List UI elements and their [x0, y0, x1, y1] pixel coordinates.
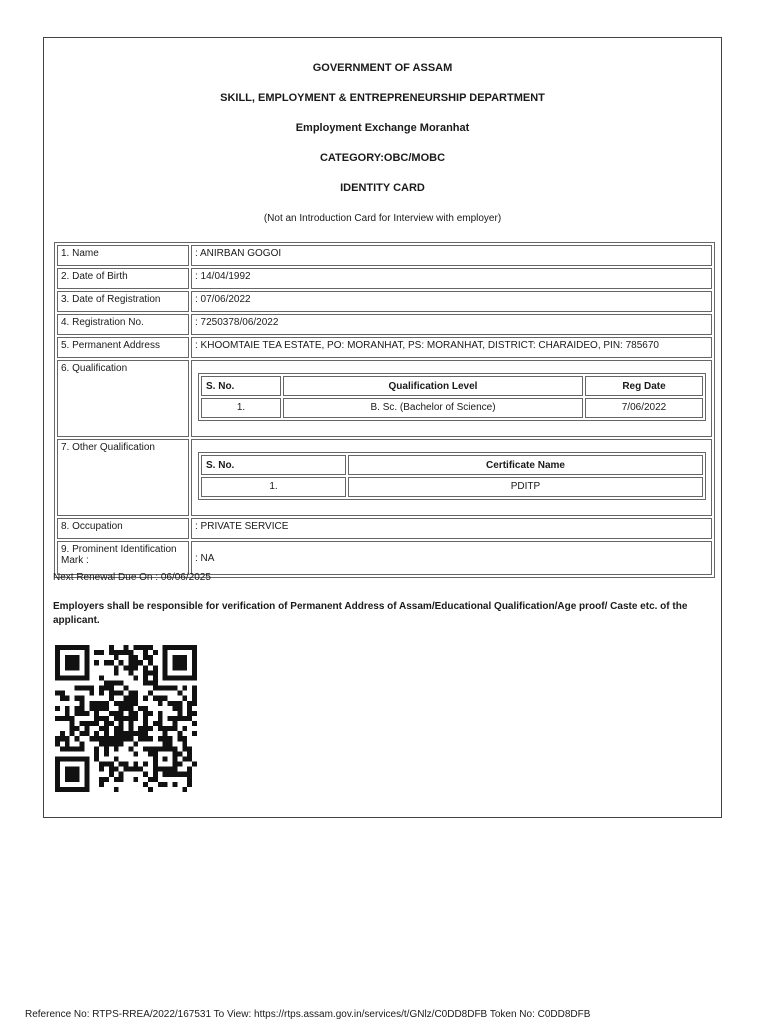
row-other-qualification	[57, 439, 712, 516]
dob-value: : 14/04/1992	[191, 268, 712, 289]
registration-no-value: : 7250378/06/2022	[191, 314, 712, 335]
qualification-cell	[191, 360, 712, 437]
header-note: (Not an Introduction Card for Interview with employer)	[263, 213, 502, 224]
qualification-cell-sno: 1.	[201, 398, 281, 418]
other-qualification-cell-sno: 1.	[201, 477, 346, 497]
qualification-cell-date: 7/06/2022	[585, 398, 703, 418]
qualification-header-date: Reg Date	[585, 376, 703, 396]
other-qualification-header-name: Certificate Name	[348, 455, 703, 475]
name-value: : ANIRBAN GOGOI	[191, 245, 712, 266]
other-qualification-cell-name: PDITP	[348, 477, 703, 497]
registration-no-label: 4. Registration No.	[57, 314, 189, 335]
row-identification-mark	[57, 541, 712, 575]
row-dob	[57, 268, 712, 289]
other-qualification-header-row	[201, 455, 703, 475]
qualification-table	[198, 373, 706, 421]
row-name	[57, 245, 712, 266]
qualification-cell-level: B. Sc. (Bachelor of Science)	[283, 398, 583, 418]
employer-notice: Employers shall be responsible for verification of Permanent Address of Assam/Educational Qualification/Age proof/ Caste etc. of the applicant.	[53, 601, 688, 626]
identification-value: : NA	[191, 541, 712, 575]
qualification-label: 6. Qualification	[57, 360, 189, 437]
details-table	[54, 242, 715, 578]
row-registration-no	[57, 314, 712, 335]
registration-date-label: 3. Date of Registration	[57, 291, 189, 312]
row-registration-date	[57, 291, 712, 312]
header-department: SKILL, EMPLOYMENT & ENTREPRENEURSHIP DEPARTMENT	[220, 92, 545, 104]
occupation-value: : PRIVATE SERVICE	[191, 518, 712, 539]
renewal-date: Next Renewal Due On : 06/06/2025	[53, 572, 211, 583]
reference-footer: Reference No: RTPS-RREA/2022/167531 To View: https://rtps.assam.gov.in/services/t/GNlz/C0DD8DFB Token No: C0DD8DFB	[25, 1009, 591, 1020]
identity-card	[43, 37, 722, 818]
name-label: 1. Name	[57, 245, 189, 266]
row-address	[57, 337, 712, 358]
other-qualification-cell	[191, 439, 712, 516]
qr-code	[55, 645, 197, 792]
row-occupation	[57, 518, 712, 539]
registration-date-value: : 07/06/2022	[191, 291, 712, 312]
header-title: IDENTITY CARD	[340, 182, 425, 194]
identification-label: 9. Prominent Identification Mark :	[57, 541, 189, 575]
row-qualification	[57, 360, 712, 437]
other-qualification-header-sno: S. No.	[201, 455, 346, 475]
other-qualification-row	[201, 477, 703, 497]
other-qualification-table	[198, 452, 706, 500]
header-government: GOVERNMENT OF ASSAM	[312, 62, 453, 74]
occupation-label: 8. Occupation	[57, 518, 189, 539]
other-qualification-label: 7. Other Qualification	[57, 439, 189, 516]
address-value: : KHOOMTAIE TEA ESTATE, PO: MORANHAT, PS: MORANHAT, DISTRICT: CHARAIDEO, PIN: 785670	[191, 337, 712, 358]
header-exchange: Employment Exchange Moranhat	[295, 122, 470, 134]
qualification-header-level: Qualification Level	[283, 376, 583, 396]
qualification-header-sno: S. No.	[201, 376, 281, 396]
dob-label: 2. Date of Birth	[57, 268, 189, 289]
qualification-row	[201, 398, 703, 418]
qualification-header-row	[201, 376, 703, 396]
header-category: CATEGORY:OBC/MOBC	[319, 152, 446, 164]
address-label: 5. Permanent Address	[57, 337, 189, 358]
